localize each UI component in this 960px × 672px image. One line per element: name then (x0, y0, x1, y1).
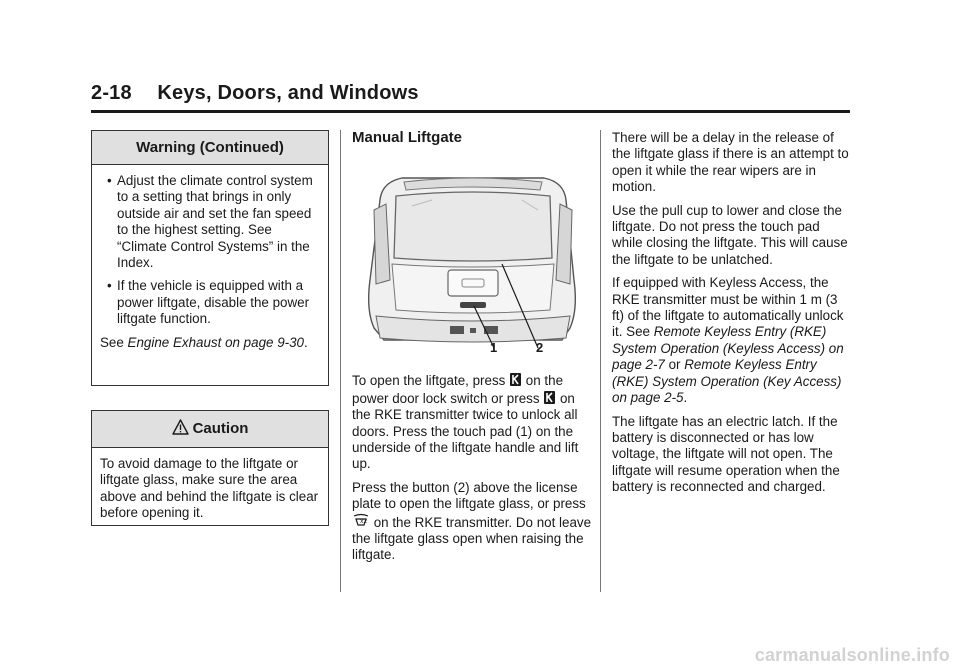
cross-reference-link: Remote Keyless Entry (RKE) System Operation (Keyless Access) on page 2-7 (612, 324, 844, 373)
page-header (91, 82, 851, 105)
liftgate-glass-paragraph: Press the button (2) above the license plate to open the liftgate glass, or press x2 on the RKE transmitter. Do not leave the liftgate glass open when raising the liftgate. (352, 479, 592, 563)
right-column (612, 130, 852, 503)
bullet-dot: • (107, 278, 112, 294)
figure-labels (352, 340, 592, 356)
column-divider-left (340, 130, 341, 592)
cross-reference-link: Remote Keyless Entry (RKE) System Operation (Key Access) on page 2-5 (612, 357, 842, 406)
column-divider-right (600, 130, 601, 592)
warning-see-reference: See Engine Exhaust on page 9-30. (100, 334, 308, 350)
electric-latch-paragraph: The liftgate has an electric latch. If the battery is disconnected or has low voltage, the liftgate will not open. The liftgate will resume operation when the battery is reconnected and charged. (612, 413, 840, 495)
caution-body: To avoid damage to the liftgate or liftgate glass, make sure the area above and behind the liftgate is clear before opening it. (100, 456, 319, 521)
bullet-dot: • (107, 173, 112, 188)
figure-label-2: 2 (536, 340, 544, 355)
svg-text:x2: x2 (360, 517, 368, 525)
glass-delay-paragraph: There will be a delay in the release of the liftgate glass if there is an attempt to open it while the rear wipers are in motion. (612, 130, 849, 195)
figure-label-1: 1 (490, 340, 498, 355)
unlock-key-icon (543, 390, 556, 405)
caution-box (91, 410, 329, 526)
caution-title: Caution (192, 420, 249, 437)
caution-icon (172, 419, 189, 435)
liftgate-glass-icon (352, 513, 370, 529)
warning-bullet: • Adjust the climate control system to a setting that brings in only outside air and set the fan speed to the highest setting. See “Climate Control Systems” in the Index. (107, 173, 313, 271)
caution-header (92, 411, 328, 448)
warning-title: Warning (Continued) (92, 131, 328, 165)
middle-column (352, 130, 592, 571)
unlock-key-icon (509, 372, 522, 387)
warning-box (91, 130, 329, 386)
header-title (91, 82, 851, 105)
liftgate-open-paragraph: To open the liftgate, press on the power door lock switch or press on the RKE transmitter twice to unlock all doors. Press the touch pad (1) on the underside of the liftgate handle and lift up. (352, 373, 579, 472)
warning-bullet: • If the vehicle is equipped with a power liftgate, disable the power liftgate function. (107, 278, 310, 327)
keyless-access-paragraph: If equipped with Keyless Access, the RKE transmitter must be within 1 m (3 ft) of the liftgate to automatically unlock it. See Remote Keyless Entry (RKE) System Operation (Keyless Access) on page 2-7 or Remote Keyless Entry (RKE) System Operation (Key Access) on page 2-5. (612, 275, 844, 406)
cross-reference-link: Engine Exhaust on page 9-30 (127, 334, 304, 350)
liftgate-illustration (352, 160, 592, 360)
section-heading: Manual Liftgate (352, 129, 463, 146)
page-number: 2-18 (91, 82, 132, 104)
header-rule (91, 110, 850, 113)
section-title: Keys, Doors, and Windows (157, 82, 419, 104)
watermark: carmanualsonline.info (754, 645, 950, 665)
warning-body (92, 165, 328, 351)
pull-cup-paragraph: Use the pull cup to lower and close the liftgate. Do not press the touch pad while closing the liftgate. This will cause the liftgate to be unlatched. (612, 202, 848, 267)
